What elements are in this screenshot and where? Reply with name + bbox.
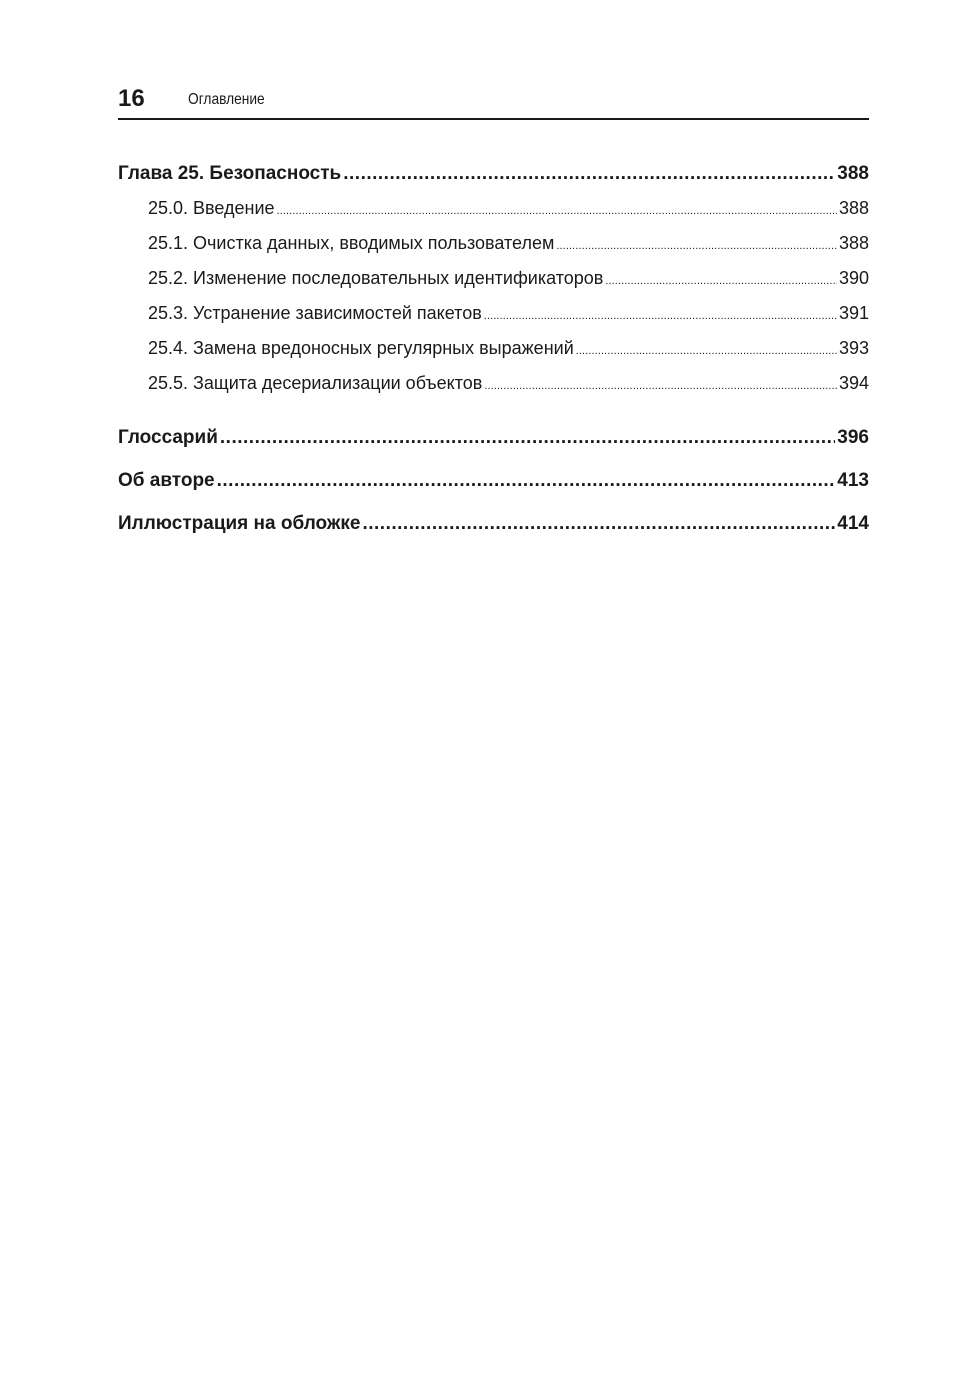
toc-section-25-1[interactable] [118, 227, 869, 262]
toc-entry-title: 25.5. Защита десериализации объектов [148, 373, 483, 393]
toc-chapter-25[interactable] [118, 160, 869, 188]
dot-leader [576, 335, 837, 367]
dot-leader [605, 265, 837, 297]
table-of-contents [118, 160, 869, 538]
toc-entry-title: 25.1. Очистка данных, вводимых пользователем [148, 233, 555, 253]
dot-leader [277, 195, 837, 227]
toc-entry-title: 25.0. Введение [148, 198, 275, 218]
toc-entry-page: 390 [838, 268, 869, 288]
dot-leader [484, 300, 837, 332]
dot-leader [220, 424, 835, 452]
dot-leader [343, 160, 835, 188]
toc-entry-title: 25.3. Устранение зависимостей пакетов [148, 303, 482, 323]
toc-entry-page: 413 [837, 470, 869, 491]
toc-about-author[interactable] [118, 467, 869, 495]
toc-entry-page: 391 [838, 303, 869, 323]
toc-entry-title: Глава 25. Безопасность [118, 163, 342, 184]
toc-section-25-5[interactable] [118, 367, 869, 402]
dot-leader [362, 510, 835, 538]
page-number: 16 [118, 85, 145, 112]
toc-entry-page: 388 [837, 163, 869, 184]
toc-entry-title: Об авторе [118, 470, 215, 491]
toc-entry-page: 414 [837, 513, 869, 534]
toc-cover-illustration[interactable] [118, 510, 869, 538]
toc-entry-page: 388 [838, 233, 869, 253]
page-header [118, 84, 869, 120]
dot-leader [484, 370, 837, 402]
toc-section-25-2[interactable] [118, 262, 869, 297]
toc-section-25-3[interactable] [118, 297, 869, 332]
running-title: Оглавление [188, 91, 265, 108]
toc-glossary[interactable] [118, 424, 869, 452]
toc-entry-page: 394 [838, 373, 869, 393]
toc-section-25-4[interactable] [118, 332, 869, 367]
toc-entry-page: 396 [837, 427, 869, 448]
toc-entry-title: 25.4. Замена вредоносных регулярных выражений [148, 338, 574, 358]
toc-entry-page: 388 [838, 198, 869, 218]
toc-entry-title: Глоссарий [118, 427, 218, 448]
toc-section-25-0[interactable] [118, 192, 869, 227]
toc-entry-title: 25.2. Изменение последовательных идентификаторов [148, 268, 604, 288]
dot-leader [556, 230, 837, 262]
toc-entry-title: Иллюстрация на обложке [118, 513, 361, 534]
toc-entry-page: 393 [838, 338, 869, 358]
dot-leader [217, 467, 836, 495]
